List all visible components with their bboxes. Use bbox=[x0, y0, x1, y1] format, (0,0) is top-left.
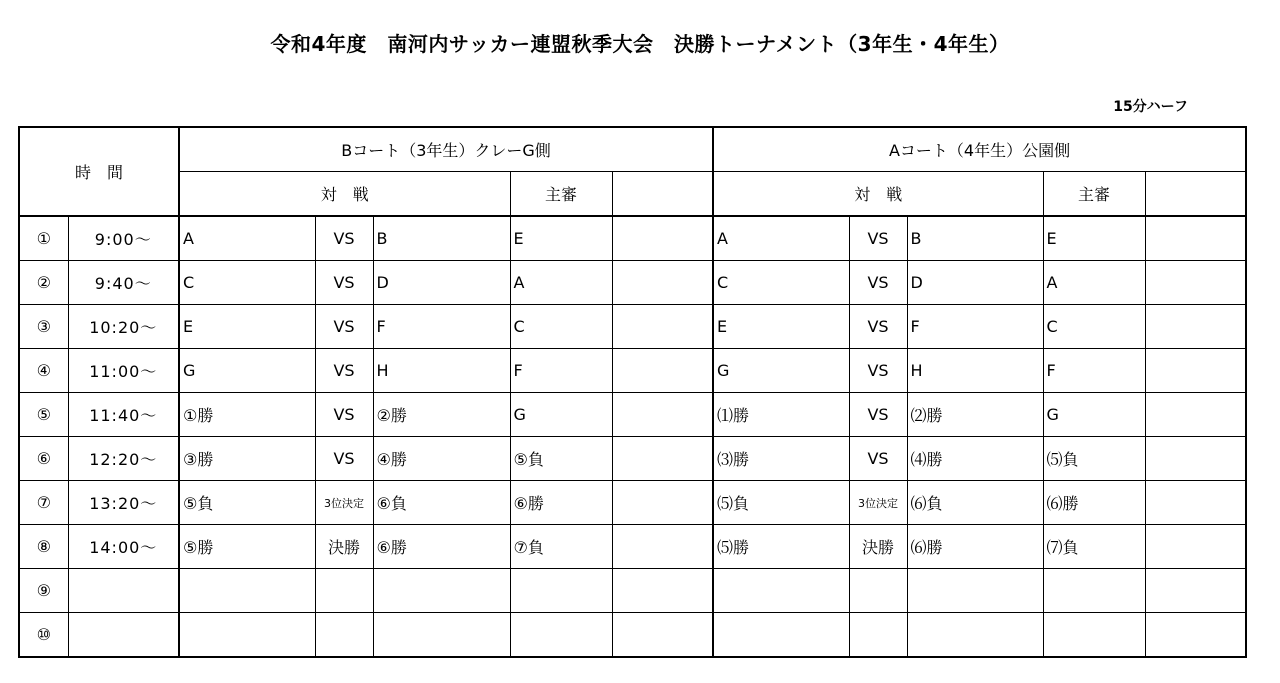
court-b-match-type bbox=[315, 613, 373, 658]
court-b-referee: A bbox=[510, 261, 612, 305]
match-number: ④ bbox=[19, 349, 68, 393]
court-a-team-left: E bbox=[713, 305, 849, 349]
match-time bbox=[68, 569, 179, 613]
court-a-referee: ⑹勝 bbox=[1043, 481, 1145, 525]
court-a-team-right: B bbox=[907, 216, 1043, 261]
court-b-team-left bbox=[179, 569, 315, 613]
court-b-match-type: 決勝 bbox=[315, 525, 373, 569]
court-b-header: Bコート（3年生）クレーG側 bbox=[179, 127, 713, 172]
court-a-team-right: F bbox=[907, 305, 1043, 349]
court-a-team-left: ⑴勝 bbox=[713, 393, 849, 437]
court-a-match-type: VS bbox=[849, 261, 907, 305]
court-a-match-type: VS bbox=[849, 305, 907, 349]
court-b-match-type: VS bbox=[315, 261, 373, 305]
court-a-referee bbox=[1043, 613, 1145, 658]
court-b-match-type: VS bbox=[315, 305, 373, 349]
court-a-referee-header: 主審 bbox=[1043, 172, 1145, 217]
match-number: ⑦ bbox=[19, 481, 68, 525]
table-row bbox=[19, 349, 1246, 393]
court-b-match-type: VS bbox=[315, 437, 373, 481]
match-number: ⑧ bbox=[19, 525, 68, 569]
court-a-blank bbox=[1145, 216, 1246, 261]
court-b-team-left: C bbox=[179, 261, 315, 305]
match-number: ⑩ bbox=[19, 613, 68, 658]
table-row bbox=[19, 569, 1246, 613]
match-number: ① bbox=[19, 216, 68, 261]
table-row bbox=[19, 437, 1246, 481]
match-time: 10:20～ bbox=[68, 305, 179, 349]
court-a-team-right bbox=[907, 569, 1043, 613]
court-b-team-left: A bbox=[179, 216, 315, 261]
court-b-match-type: VS bbox=[315, 393, 373, 437]
court-a-referee: F bbox=[1043, 349, 1145, 393]
court-b-referee bbox=[510, 613, 612, 658]
court-a-referee: ⑸負 bbox=[1043, 437, 1145, 481]
match-time: 11:00～ bbox=[68, 349, 179, 393]
court-a-team-left: ⑸負 bbox=[713, 481, 849, 525]
table-row bbox=[19, 481, 1246, 525]
court-a-match-type bbox=[849, 569, 907, 613]
court-a-team-right: ⑹負 bbox=[907, 481, 1043, 525]
court-b-team-left: ⑤負 bbox=[179, 481, 315, 525]
match-time: 14:00～ bbox=[68, 525, 179, 569]
header-row-courts bbox=[19, 127, 1246, 172]
court-b-team-left: ①勝 bbox=[179, 393, 315, 437]
court-a-team-left: ⑶勝 bbox=[713, 437, 849, 481]
court-a-team-left: A bbox=[713, 216, 849, 261]
court-b-match-type: VS bbox=[315, 349, 373, 393]
match-number: ② bbox=[19, 261, 68, 305]
court-b-blank-header bbox=[612, 172, 713, 217]
court-b-referee: G bbox=[510, 393, 612, 437]
court-b-blank bbox=[612, 437, 713, 481]
court-a-referee: ⑺負 bbox=[1043, 525, 1145, 569]
court-b-team-right bbox=[373, 613, 510, 658]
court-b-referee: ⑦負 bbox=[510, 525, 612, 569]
court-a-team-left bbox=[713, 613, 849, 658]
match-number: ③ bbox=[19, 305, 68, 349]
match-time: 13:20～ bbox=[68, 481, 179, 525]
court-b-blank bbox=[612, 481, 713, 525]
court-b-team-left: E bbox=[179, 305, 315, 349]
court-b-blank bbox=[612, 393, 713, 437]
court-b-referee: F bbox=[510, 349, 612, 393]
court-a-team-right: H bbox=[907, 349, 1043, 393]
court-a-match-header: 対 戦 bbox=[713, 172, 1043, 217]
court-b-team-left: G bbox=[179, 349, 315, 393]
table-row bbox=[19, 261, 1246, 305]
match-number: ⑤ bbox=[19, 393, 68, 437]
court-a-team-left bbox=[713, 569, 849, 613]
court-a-blank bbox=[1145, 349, 1246, 393]
court-a-match-type: VS bbox=[849, 437, 907, 481]
court-b-team-left bbox=[179, 613, 315, 658]
court-b-blank bbox=[612, 613, 713, 658]
court-b-referee: ⑥勝 bbox=[510, 481, 612, 525]
court-b-team-right: F bbox=[373, 305, 510, 349]
court-a-match-type: VS bbox=[849, 393, 907, 437]
court-b-team-right: ②勝 bbox=[373, 393, 510, 437]
court-a-team-left: G bbox=[713, 349, 849, 393]
table-row bbox=[19, 525, 1246, 569]
match-number: ⑥ bbox=[19, 437, 68, 481]
court-b-blank bbox=[612, 569, 713, 613]
court-b-team-right bbox=[373, 569, 510, 613]
court-b-team-right: D bbox=[373, 261, 510, 305]
time-header: 時 間 bbox=[19, 127, 179, 216]
court-a-referee: A bbox=[1043, 261, 1145, 305]
court-a-team-right: ⑹勝 bbox=[907, 525, 1043, 569]
court-a-referee: E bbox=[1043, 216, 1145, 261]
court-a-blank bbox=[1145, 569, 1246, 613]
court-b-referee bbox=[510, 569, 612, 613]
court-b-blank bbox=[612, 305, 713, 349]
court-a-blank bbox=[1145, 481, 1246, 525]
court-a-referee bbox=[1043, 569, 1145, 613]
court-b-referee: E bbox=[510, 216, 612, 261]
court-a-blank bbox=[1145, 613, 1246, 658]
court-a-referee: G bbox=[1043, 393, 1145, 437]
court-b-referee: C bbox=[510, 305, 612, 349]
court-b-blank bbox=[612, 216, 713, 261]
court-b-team-right: ⑥負 bbox=[373, 481, 510, 525]
match-time: 12:20～ bbox=[68, 437, 179, 481]
court-b-match-type bbox=[315, 569, 373, 613]
court-b-referee: ⑤負 bbox=[510, 437, 612, 481]
court-b-match-type: 3位決定 bbox=[315, 481, 373, 525]
court-a-blank bbox=[1145, 305, 1246, 349]
court-a-referee: C bbox=[1043, 305, 1145, 349]
court-a-team-right: D bbox=[907, 261, 1043, 305]
court-a-match-type: 決勝 bbox=[849, 525, 907, 569]
match-time: 9:00～ bbox=[68, 216, 179, 261]
court-a-blank-header bbox=[1145, 172, 1246, 217]
court-a-match-type: VS bbox=[849, 349, 907, 393]
court-b-team-right: B bbox=[373, 216, 510, 261]
court-a-blank bbox=[1145, 261, 1246, 305]
court-b-match-type: VS bbox=[315, 216, 373, 261]
table-row bbox=[19, 216, 1246, 261]
header-row-columns bbox=[19, 172, 1246, 217]
court-a-team-right bbox=[907, 613, 1043, 658]
table-row bbox=[19, 305, 1246, 349]
court-a-match-type: VS bbox=[849, 216, 907, 261]
court-b-team-right: H bbox=[373, 349, 510, 393]
match-time: 11:40～ bbox=[68, 393, 179, 437]
half-length-note: 15分ハーフ bbox=[1113, 99, 1188, 115]
court-a-header: Aコート（4年生）公園側 bbox=[713, 127, 1246, 172]
match-time: 9:40～ bbox=[68, 261, 179, 305]
court-b-blank bbox=[612, 525, 713, 569]
court-a-match-type: 3位決定 bbox=[849, 481, 907, 525]
page-title: 令和4年度 南河内サッカー連盟秋季大会 決勝トーナメント（3年生・4年生） bbox=[270, 32, 1010, 56]
court-b-blank bbox=[612, 349, 713, 393]
court-b-team-left: ⑤勝 bbox=[179, 525, 315, 569]
court-b-referee-header: 主審 bbox=[510, 172, 612, 217]
court-b-team-right: ⑥勝 bbox=[373, 525, 510, 569]
court-b-match-header: 対 戦 bbox=[179, 172, 510, 217]
court-a-team-right: ⑵勝 bbox=[907, 393, 1043, 437]
court-a-blank bbox=[1145, 437, 1246, 481]
court-a-match-type bbox=[849, 613, 907, 658]
court-a-team-left: C bbox=[713, 261, 849, 305]
court-b-team-right: ④勝 bbox=[373, 437, 510, 481]
court-a-blank bbox=[1145, 525, 1246, 569]
table-row bbox=[19, 613, 1246, 658]
match-number: ⑨ bbox=[19, 569, 68, 613]
schedule-table bbox=[18, 126, 1247, 658]
court-a-team-left: ⑸勝 bbox=[713, 525, 849, 569]
table-row bbox=[19, 393, 1246, 437]
court-b-team-left: ③勝 bbox=[179, 437, 315, 481]
match-time bbox=[68, 613, 179, 658]
court-a-blank bbox=[1145, 393, 1246, 437]
court-a-team-right: ⑷勝 bbox=[907, 437, 1043, 481]
court-b-blank bbox=[612, 261, 713, 305]
